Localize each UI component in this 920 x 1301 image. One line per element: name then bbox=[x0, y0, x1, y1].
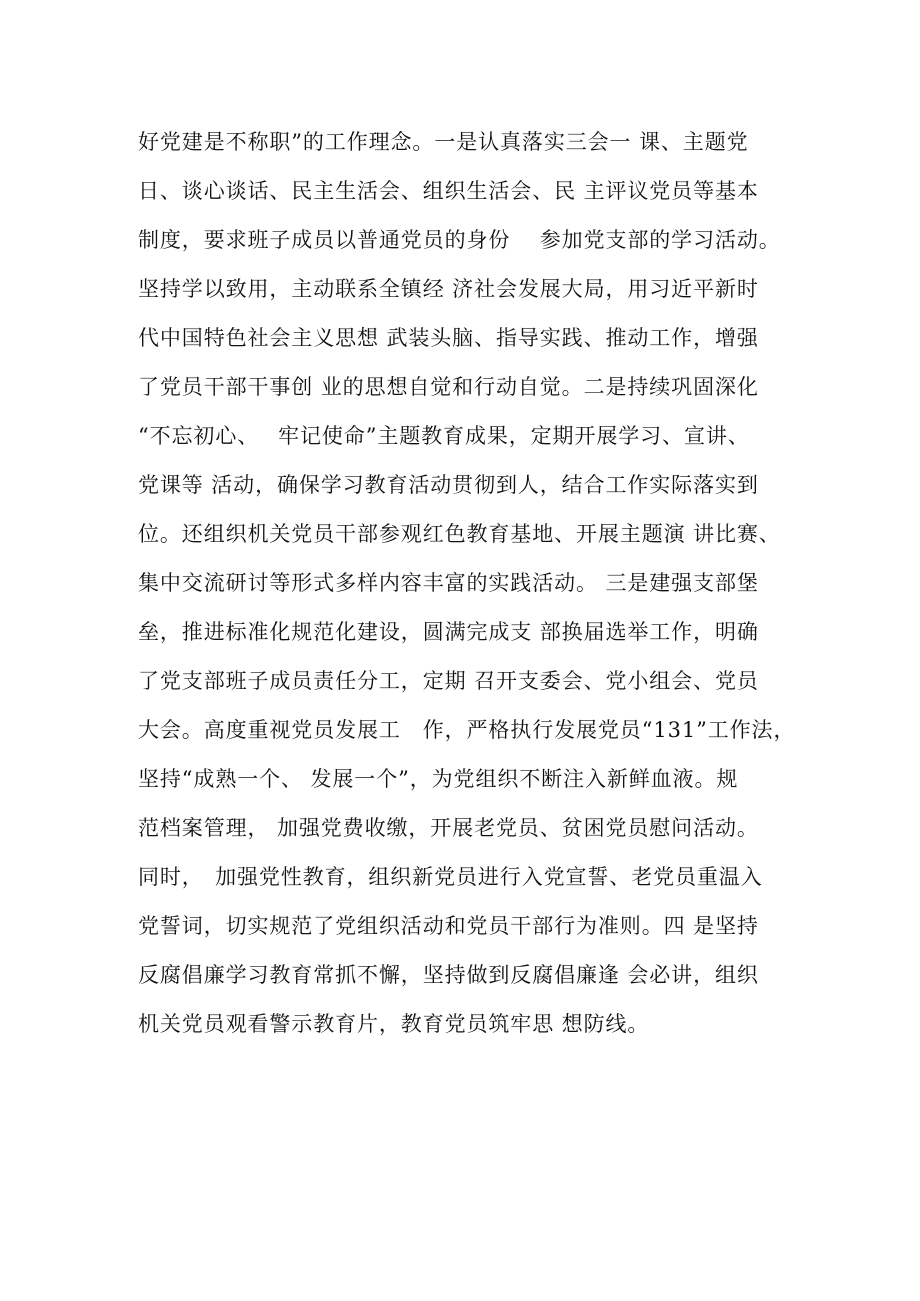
text-line: 范档案管理， 加强党费收缴，开展老党员、贫困党员慰问活动。 bbox=[138, 816, 759, 840]
text-line: 坚持“成熟一个、 发展一个”，为党组织不断注入新鲜血液。规 bbox=[138, 767, 739, 791]
text-line: 垒，推进标准化规范化建设，圆满完成支 部换届选举工作，明确 bbox=[138, 620, 759, 644]
body-paragraph bbox=[138, 118, 818, 1049]
text-line: 集中交流研讨等形式多样内容丰富的实践活动。 三是建强支部堡 bbox=[138, 571, 759, 595]
text-line: 党誓词，切实规范了党组织活动和党员干部行为准则。四 是坚持 bbox=[138, 914, 759, 938]
text-line: “不忘初心、 牢记使命”主题教育成果，定期开展学习、宣讲、 bbox=[138, 424, 750, 448]
text-line: 位。还组织机关党员干部参观红色教育基地、开展主题演 讲比赛、 bbox=[138, 522, 781, 546]
text-line: 同时， 加强党性教育，组织新党员进行入党宣誓、老党员重温入 bbox=[138, 865, 763, 889]
text-line: 日、谈心谈话、民主生活会、组织生活会、民 主评议党员等基本 bbox=[138, 179, 759, 203]
text-line: 制度，要求班子成员以普通党员的身份 参加党支部的学习活动。 bbox=[138, 228, 781, 252]
text-line: 反腐倡廉学习教育常抓不懈，坚持做到反腐倡廉逢 会必讲，组织 bbox=[138, 963, 759, 987]
text-line: 机关党员观看警示教育片，教育党员筑牢思 想防线。 bbox=[138, 1012, 650, 1036]
text-line: 了党支部班子成员责任分工，定期 召开支委会、党小组会、党员 bbox=[138, 669, 759, 693]
text-line: 党课等 活动，确保学习教育活动贯彻到人，结合工作实际落实到 bbox=[138, 473, 759, 497]
text-line: 代中国特色社会主义思想 武装头脑、指导实践、推动工作，增强 bbox=[138, 326, 759, 350]
text-line: 坚持学以致用，主动联系全镇经 济社会发展大局，用习近平新时 bbox=[138, 277, 759, 301]
text-line: 了党员干部干事创 业的思想自觉和行动自觉。二是持续巩固深化 bbox=[138, 375, 759, 399]
text-line: 大会。高度重视党员发展工 作，严格执行发展党员“131”工作法， bbox=[138, 718, 796, 742]
text-line: 好党建是不称职”的工作理念。一是认真落实三会一 课、主题党 bbox=[138, 130, 749, 154]
